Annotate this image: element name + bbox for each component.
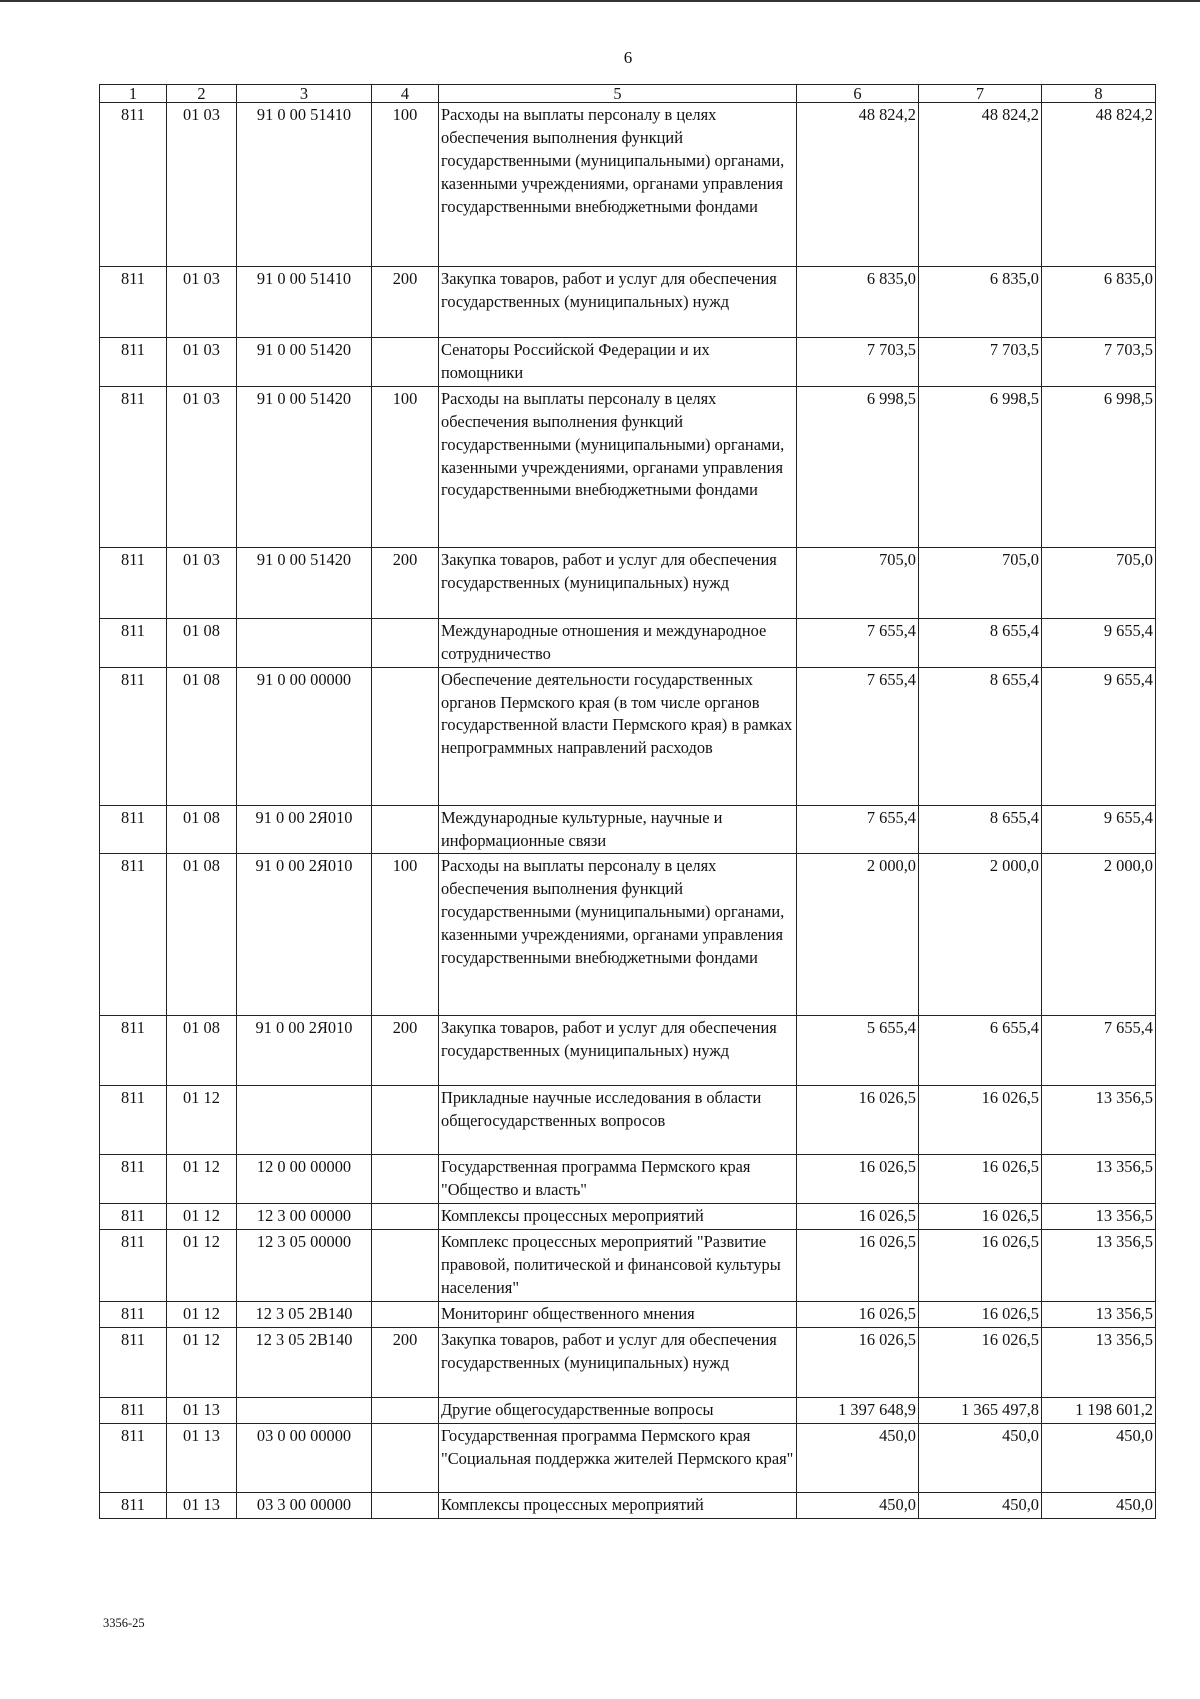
amount-col-7: 6 998,5 bbox=[919, 386, 1042, 547]
ministry-code: 811 bbox=[100, 547, 167, 618]
table-row bbox=[100, 547, 1156, 618]
amount-col-6: 450,0 bbox=[797, 1492, 919, 1518]
top-border-line bbox=[0, 0, 1200, 2]
table-row bbox=[100, 1155, 1156, 1204]
amount-col-7: 6 835,0 bbox=[919, 267, 1042, 338]
table-body bbox=[100, 85, 1156, 1519]
amount-col-7: 8 655,4 bbox=[919, 805, 1042, 854]
expense-type-code bbox=[372, 1492, 439, 1518]
item-description: Сенаторы Российской Федерации и их помощники bbox=[439, 338, 797, 387]
ministry-code: 811 bbox=[100, 1301, 167, 1327]
amount-col-8: 705,0 bbox=[1042, 547, 1156, 618]
amount-col-7: 16 026,5 bbox=[919, 1230, 1042, 1302]
target-article-code: 03 3 00 00000 bbox=[237, 1492, 372, 1518]
amount-col-7: 6 655,4 bbox=[919, 1016, 1042, 1086]
amount-col-7: 16 026,5 bbox=[919, 1086, 1042, 1155]
amount-col-6: 7 655,4 bbox=[797, 667, 919, 805]
item-description: Закупка товаров, работ и услуг для обеспечения государственных (муниципальных) нужд bbox=[439, 547, 797, 618]
ministry-code: 811 bbox=[100, 386, 167, 547]
header-cell: 3 bbox=[237, 85, 372, 103]
ministry-code: 811 bbox=[100, 267, 167, 338]
ministry-code: 811 bbox=[100, 1204, 167, 1230]
amount-col-8: 13 356,5 bbox=[1042, 1327, 1156, 1397]
amount-col-6: 16 026,5 bbox=[797, 1204, 919, 1230]
section-code: 01 08 bbox=[167, 618, 237, 667]
section-code: 01 03 bbox=[167, 267, 237, 338]
table-row bbox=[100, 805, 1156, 854]
table-row bbox=[100, 1086, 1156, 1155]
ministry-code: 811 bbox=[100, 618, 167, 667]
amount-col-8: 9 655,4 bbox=[1042, 805, 1156, 854]
item-description: Закупка товаров, работ и услуг для обеспечения государственных (муниципальных) нужд bbox=[439, 1327, 797, 1397]
header-cell: 7 bbox=[919, 85, 1042, 103]
target-article-code: 91 0 00 51420 bbox=[237, 386, 372, 547]
amount-col-8: 6 835,0 bbox=[1042, 267, 1156, 338]
amount-col-6: 6 998,5 bbox=[797, 386, 919, 547]
amount-col-6: 16 026,5 bbox=[797, 1086, 919, 1155]
item-description: Другие общегосударственные вопросы bbox=[439, 1397, 797, 1423]
amount-col-7: 48 824,2 bbox=[919, 103, 1042, 267]
amount-col-6: 7 703,5 bbox=[797, 338, 919, 387]
item-description: Прикладные научные исследования в области общегосударственных вопросов bbox=[439, 1086, 797, 1155]
section-code: 01 12 bbox=[167, 1086, 237, 1155]
amount-col-6: 16 026,5 bbox=[797, 1155, 919, 1204]
section-code: 01 08 bbox=[167, 1016, 237, 1086]
item-description: Международные отношения и международное сотрудничество bbox=[439, 618, 797, 667]
item-description: Закупка товаров, работ и услуг для обеспечения государственных (муниципальных) нужд bbox=[439, 267, 797, 338]
section-code: 01 13 bbox=[167, 1397, 237, 1423]
item-description: Расходы на выплаты персоналу в целях обеспечения выполнения функций государственными (муниципальными) органами, казенными учреждениями, органами управления государственными внебюджетными фондами bbox=[439, 854, 797, 1016]
section-code: 01 12 bbox=[167, 1204, 237, 1230]
amount-col-8: 13 356,5 bbox=[1042, 1155, 1156, 1204]
table-row bbox=[100, 667, 1156, 805]
amount-col-6: 7 655,4 bbox=[797, 618, 919, 667]
expense-type-code bbox=[372, 1301, 439, 1327]
expense-type-code: 200 bbox=[372, 547, 439, 618]
amount-col-7: 16 026,5 bbox=[919, 1301, 1042, 1327]
expense-type-code: 200 bbox=[372, 1327, 439, 1397]
ministry-code: 811 bbox=[100, 338, 167, 387]
expense-type-code bbox=[372, 1155, 439, 1204]
table-row bbox=[100, 386, 1156, 547]
amount-col-7: 450,0 bbox=[919, 1492, 1042, 1518]
amount-col-7: 7 703,5 bbox=[919, 338, 1042, 387]
section-code: 01 12 bbox=[167, 1301, 237, 1327]
section-code: 01 03 bbox=[167, 547, 237, 618]
page-number: 6 bbox=[623, 48, 633, 67]
item-description: Комплексы процессных мероприятий bbox=[439, 1492, 797, 1518]
ministry-code: 811 bbox=[100, 1016, 167, 1086]
amount-col-7: 16 026,5 bbox=[919, 1204, 1042, 1230]
ministry-code: 811 bbox=[100, 1230, 167, 1302]
target-article-code: 12 3 05 2В140 bbox=[237, 1301, 372, 1327]
item-description: Международные культурные, научные и информационные связи bbox=[439, 805, 797, 854]
expense-type-code bbox=[372, 1423, 439, 1492]
amount-col-8: 13 356,5 bbox=[1042, 1230, 1156, 1302]
amount-col-6: 16 026,5 bbox=[797, 1327, 919, 1397]
table-row bbox=[100, 1397, 1156, 1423]
table-row bbox=[100, 1301, 1156, 1327]
amount-col-8: 13 356,5 bbox=[1042, 1086, 1156, 1155]
section-code: 01 08 bbox=[167, 667, 237, 805]
target-article-code bbox=[237, 1086, 372, 1155]
section-code: 01 08 bbox=[167, 854, 237, 1016]
target-article-code: 12 3 00 00000 bbox=[237, 1204, 372, 1230]
expense-type-code: 200 bbox=[372, 1016, 439, 1086]
amount-col-7: 705,0 bbox=[919, 547, 1042, 618]
table-row bbox=[100, 267, 1156, 338]
table-row bbox=[100, 338, 1156, 387]
target-article-code bbox=[237, 1397, 372, 1423]
table-row bbox=[100, 618, 1156, 667]
table-row bbox=[100, 1230, 1156, 1302]
target-article-code: 91 0 00 2Я010 bbox=[237, 1016, 372, 1086]
amount-col-7: 16 026,5 bbox=[919, 1327, 1042, 1397]
amount-col-8: 9 655,4 bbox=[1042, 667, 1156, 805]
amount-col-6: 6 835,0 bbox=[797, 267, 919, 338]
amount-col-7: 16 026,5 bbox=[919, 1155, 1042, 1204]
ministry-code: 811 bbox=[100, 854, 167, 1016]
amount-col-8: 7 703,5 bbox=[1042, 338, 1156, 387]
section-code: 01 13 bbox=[167, 1492, 237, 1518]
item-description: Закупка товаров, работ и услуг для обеспечения государственных (муниципальных) нужд bbox=[439, 1016, 797, 1086]
ministry-code: 811 bbox=[100, 1327, 167, 1397]
section-code: 01 03 bbox=[167, 103, 237, 267]
table-row bbox=[100, 1016, 1156, 1086]
section-code: 01 13 bbox=[167, 1423, 237, 1492]
item-description: Обеспечение деятельности государственных органов Пермского края (в том числе органов государственной власти Пермского края) в рамках непрограммных направлений расходов bbox=[439, 667, 797, 805]
expense-type-code bbox=[372, 667, 439, 805]
amount-col-6: 1 397 648,9 bbox=[797, 1397, 919, 1423]
expense-type-code: 100 bbox=[372, 103, 439, 267]
target-article-code: 91 0 00 2Я010 bbox=[237, 854, 372, 1016]
amount-col-8: 13 356,5 bbox=[1042, 1301, 1156, 1327]
section-code: 01 12 bbox=[167, 1327, 237, 1397]
amount-col-6: 2 000,0 bbox=[797, 854, 919, 1016]
amount-col-6: 5 655,4 bbox=[797, 1016, 919, 1086]
item-description: Государственная программа Пермского края "Социальная поддержка жителей Пермского края" bbox=[439, 1423, 797, 1492]
table-header-row bbox=[100, 85, 1156, 103]
amount-col-6: 16 026,5 bbox=[797, 1301, 919, 1327]
ministry-code: 811 bbox=[100, 1423, 167, 1492]
table-row bbox=[100, 1492, 1156, 1518]
amount-col-7: 450,0 bbox=[919, 1423, 1042, 1492]
document-code: 3356-25 bbox=[103, 1616, 145, 1630]
amount-col-7: 8 655,4 bbox=[919, 667, 1042, 805]
item-description: Комплекс процессных мероприятий "Развитие правовой, политической и финансовой культуры населения" bbox=[439, 1230, 797, 1302]
header-cell: 2 bbox=[167, 85, 237, 103]
ministry-code: 811 bbox=[100, 805, 167, 854]
header-cell: 8 bbox=[1042, 85, 1156, 103]
amount-col-7: 1 365 497,8 bbox=[919, 1397, 1042, 1423]
header-cell: 5 bbox=[439, 85, 797, 103]
target-article-code: 91 0 00 2Я010 bbox=[237, 805, 372, 854]
amount-col-6: 7 655,4 bbox=[797, 805, 919, 854]
item-description: Комплексы процессных мероприятий bbox=[439, 1204, 797, 1230]
target-article-code: 91 0 00 51420 bbox=[237, 338, 372, 387]
amount-col-7: 2 000,0 bbox=[919, 854, 1042, 1016]
amount-col-7: 8 655,4 bbox=[919, 618, 1042, 667]
expense-type-code bbox=[372, 1204, 439, 1230]
item-description: Расходы на выплаты персоналу в целях обеспечения выполнения функций государственными (муниципальными) органами, казенными учреждениями, органами управления государственными внебюджетными фондами bbox=[439, 386, 797, 547]
table-row bbox=[100, 1204, 1156, 1230]
amount-col-8: 48 824,2 bbox=[1042, 103, 1156, 267]
amount-col-8: 13 356,5 bbox=[1042, 1204, 1156, 1230]
section-code: 01 12 bbox=[167, 1230, 237, 1302]
ministry-code: 811 bbox=[100, 1397, 167, 1423]
expense-type-code bbox=[372, 1086, 439, 1155]
amount-col-8: 2 000,0 bbox=[1042, 854, 1156, 1016]
header-cell: 4 bbox=[372, 85, 439, 103]
table-row bbox=[100, 1327, 1156, 1397]
amount-col-8: 9 655,4 bbox=[1042, 618, 1156, 667]
header-cell: 1 bbox=[100, 85, 167, 103]
target-article-code: 12 0 00 00000 bbox=[237, 1155, 372, 1204]
target-article-code: 91 0 00 51410 bbox=[237, 103, 372, 267]
section-code: 01 03 bbox=[167, 338, 237, 387]
ministry-code: 811 bbox=[100, 1492, 167, 1518]
amount-col-6: 705,0 bbox=[797, 547, 919, 618]
amount-col-8: 7 655,4 bbox=[1042, 1016, 1156, 1086]
expense-type-code bbox=[372, 1397, 439, 1423]
section-code: 01 03 bbox=[167, 386, 237, 547]
expense-type-code bbox=[372, 805, 439, 854]
section-code: 01 08 bbox=[167, 805, 237, 854]
table-row bbox=[100, 854, 1156, 1016]
amount-col-8: 6 998,5 bbox=[1042, 386, 1156, 547]
target-article-code: 91 0 00 51420 bbox=[237, 547, 372, 618]
ministry-code: 811 bbox=[100, 103, 167, 267]
amount-col-8: 450,0 bbox=[1042, 1423, 1156, 1492]
amount-col-6: 450,0 bbox=[797, 1423, 919, 1492]
ministry-code: 811 bbox=[100, 667, 167, 805]
amount-col-6: 48 824,2 bbox=[797, 103, 919, 267]
expense-type-code: 200 bbox=[372, 267, 439, 338]
item-description: Государственная программа Пермского края "Общество и власть" bbox=[439, 1155, 797, 1204]
table-row bbox=[100, 1423, 1156, 1492]
expense-type-code bbox=[372, 1230, 439, 1302]
expense-type-code: 100 bbox=[372, 386, 439, 547]
section-code: 01 12 bbox=[167, 1155, 237, 1204]
item-description: Расходы на выплаты персоналу в целях обеспечения выполнения функций государственными (муниципальными) органами, казенными учреждениями, органами управления государственными внебюджетными фондами bbox=[439, 103, 797, 267]
header-cell: 6 bbox=[797, 85, 919, 103]
expense-type-code: 100 bbox=[372, 854, 439, 1016]
target-article-code: 91 0 00 51410 bbox=[237, 267, 372, 338]
amount-col-8: 450,0 bbox=[1042, 1492, 1156, 1518]
expense-type-code bbox=[372, 618, 439, 667]
budget-table bbox=[99, 84, 1156, 1519]
target-article-code: 12 3 05 2В140 bbox=[237, 1327, 372, 1397]
item-description: Мониторинг общественного мнения bbox=[439, 1301, 797, 1327]
amount-col-6: 16 026,5 bbox=[797, 1230, 919, 1302]
expense-type-code bbox=[372, 338, 439, 387]
ministry-code: 811 bbox=[100, 1155, 167, 1204]
ministry-code: 811 bbox=[100, 1086, 167, 1155]
target-article-code: 12 3 05 00000 bbox=[237, 1230, 372, 1302]
target-article-code: 91 0 00 00000 bbox=[237, 667, 372, 805]
table-row bbox=[100, 103, 1156, 267]
target-article-code: 03 0 00 00000 bbox=[237, 1423, 372, 1492]
amount-col-8: 1 198 601,2 bbox=[1042, 1397, 1156, 1423]
target-article-code bbox=[237, 618, 372, 667]
